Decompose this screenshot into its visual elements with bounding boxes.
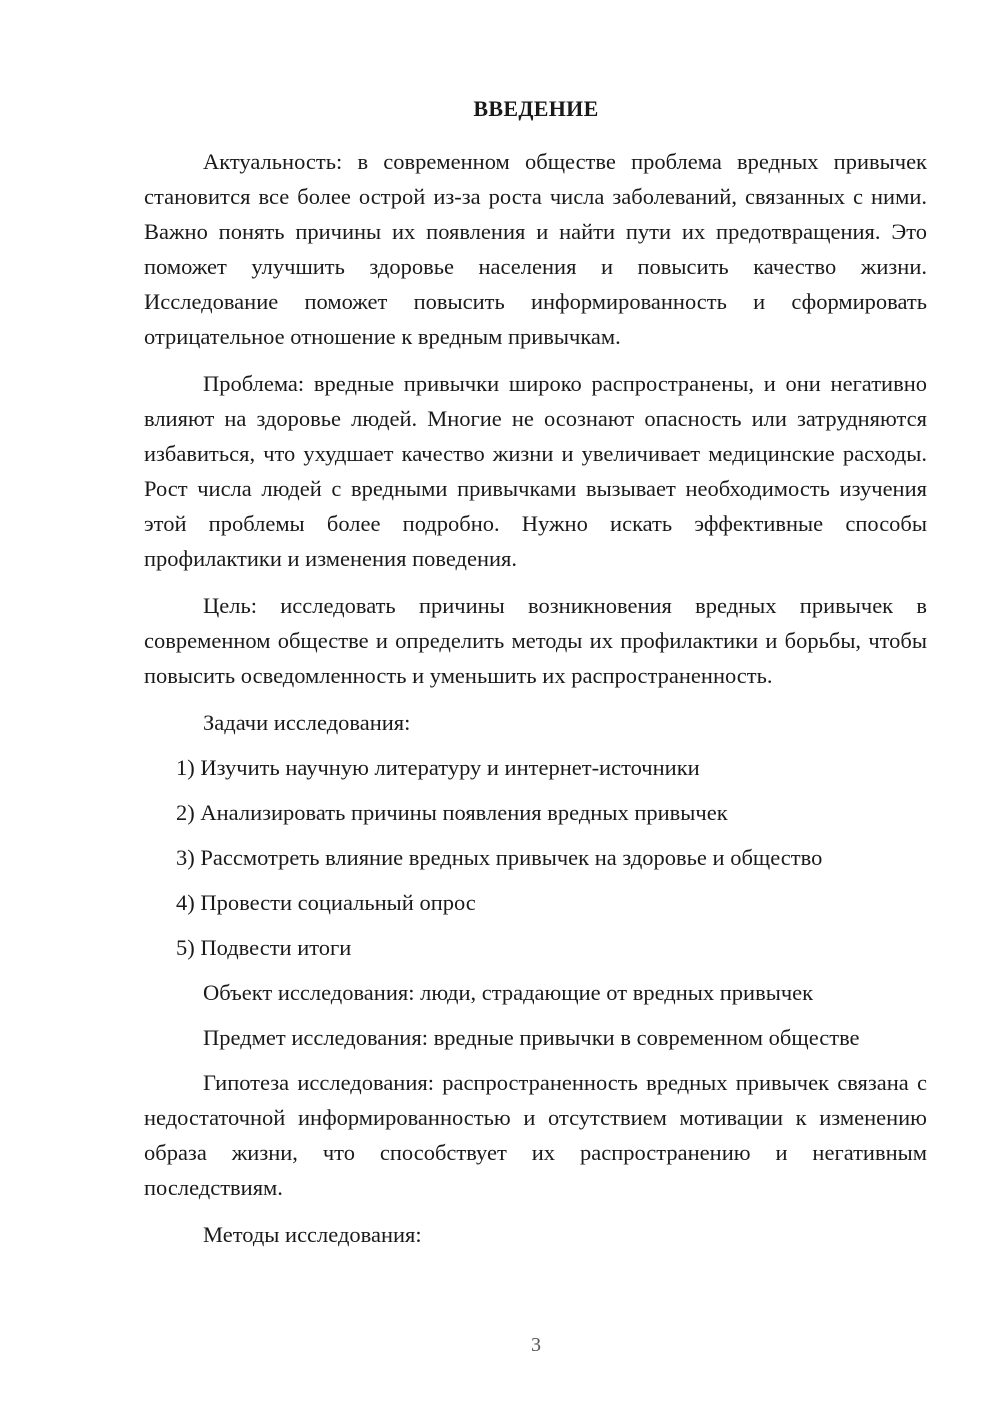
list-item: 2) Анализировать причины появления вредных привычек xyxy=(176,800,728,825)
research-subject: Предмет исследования: вредные привычки в современном обществе xyxy=(203,1025,860,1050)
research-object: Объект исследования: люди, страдающие от вредных привычек xyxy=(203,980,814,1005)
list-item: 1) Изучить научную литературу и интернет-источники xyxy=(176,755,700,780)
tasks-list xyxy=(144,750,927,965)
paragraph-relevance: Актуальность: в современном обществе проблема вредных привычек становится все более острой из-за роста числа заболеваний, связанных с ними. Важно понять причины их появления и найти пути их предотвращения. Это поможет улучшить здоровье населения и повысить качество жизни. Исследование поможет повысить информированность и сформировать отрицательное отношение к вредным привычкам. xyxy=(144,149,927,349)
page-number: 3 xyxy=(531,1334,541,1356)
list-item: 5) Подвести итоги xyxy=(176,935,352,960)
list-item: 4) Провести социальный опрос xyxy=(176,890,476,915)
methods-heading: Методы исследования: xyxy=(203,1222,422,1247)
paragraph-problem: Проблема: вредные привычки широко распространены, и они негативно влияют на здоровье людей. Многие не осознают опасность или затрудняются избавиться, что ухудшает качество жизни и увеличивает медицинские расходы. Рост числа людей с вредными привычками вызывает необходимость изучения этой проблемы более подробно. Нужно искать эффективные способы профилактики и изменения поведения. xyxy=(144,371,927,571)
list-item: 3) Рассмотреть влияние вредных привычек на здоровье и общество xyxy=(176,845,823,870)
paragraph-goal: Цель: исследовать причины возникновения вредных привычек в современном обществе и определить методы их профилактики и борьбы, чтобы повысить осведомленность и уменьшить их распространенность. xyxy=(144,593,927,688)
document-body xyxy=(144,144,927,1252)
paragraph-hypothesis: Гипотеза исследования: распространенность вредных привычек связана с недостаточной информированностью и отсутствием мотивации к изменению образа жизни, что способствует их распространению и негативным последствиям. xyxy=(144,1070,927,1200)
page-title: ВВЕДЕНИЕ xyxy=(473,96,599,121)
tasks-heading: Задачи исследования: xyxy=(203,710,411,735)
